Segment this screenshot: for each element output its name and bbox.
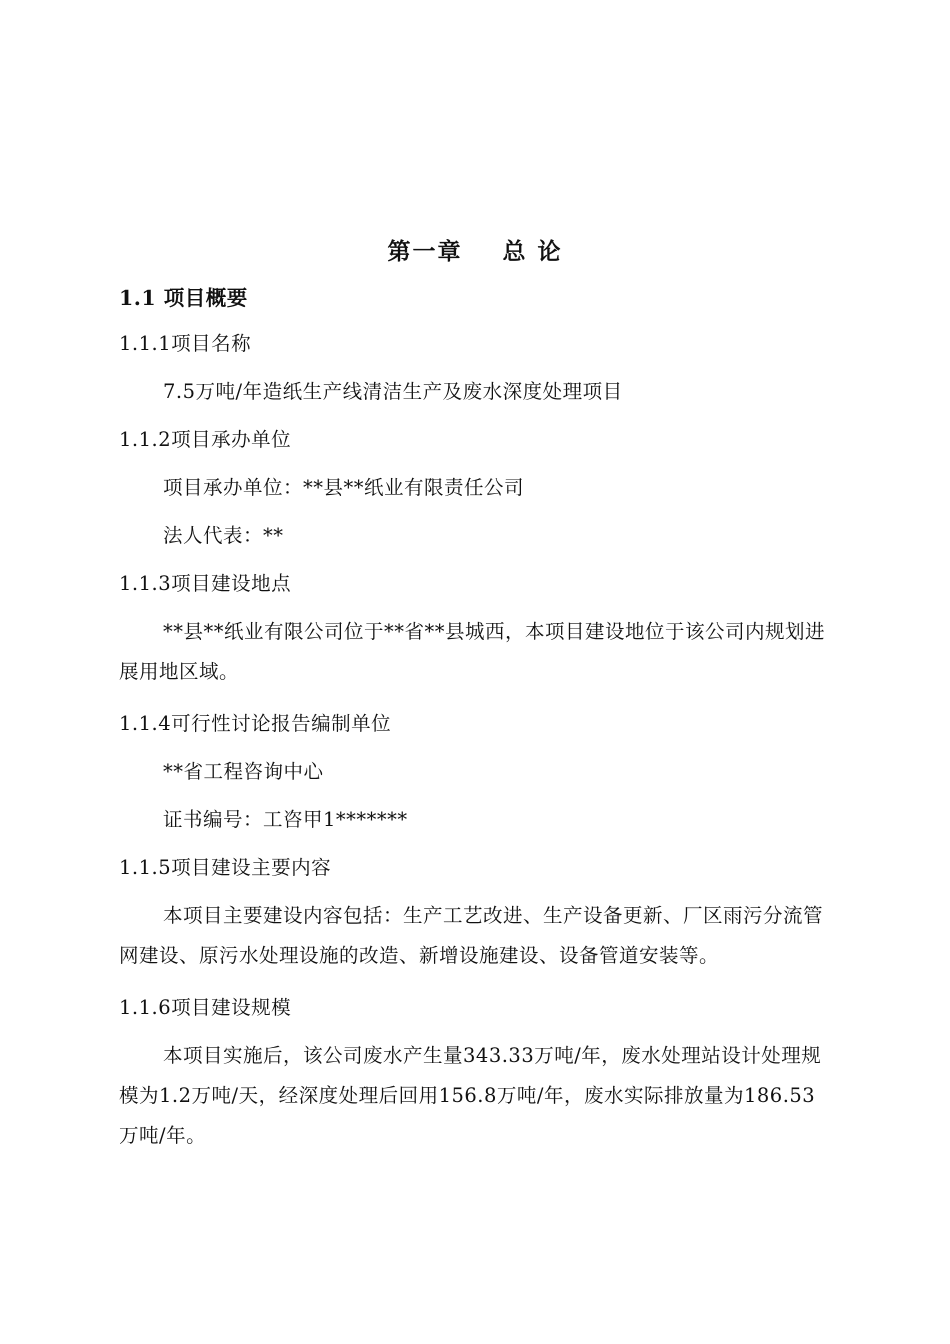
item-heading-main-content: 1.1.5项目建设主要内容 xyxy=(119,856,332,879)
section-title: 1.1 项目概要 xyxy=(119,286,248,310)
item-paragraph: **县**纸业有限公司位于**省**县城西，本项目建设地位于该公司内规划进展用地区域。 xyxy=(119,620,826,683)
item-paragraph: 项目承办单位：**县**纸业有限责任公司 xyxy=(163,476,525,499)
item-paragraph: 证书编号：工咨甲1******* xyxy=(163,808,408,831)
item-paragraph: 法人代表：** xyxy=(163,524,284,547)
item-paragraph: 7.5万吨/年造纸生产线清洁生产及废水深度处理项目 xyxy=(163,380,623,403)
item-heading-project-name: 1.1.1项目名称 xyxy=(119,332,252,355)
item-heading-project-scale: 1.1.6项目建设规模 xyxy=(119,996,292,1019)
item-paragraph: 本项目主要建设内容包括：生产工艺改进、生产设备更新、厂区雨污分流管网建设、原污水处理设施的改造、新增设施建设、设备管道安装等。 xyxy=(119,904,824,967)
item-paragraph: 本项目实施后，该公司废水产生量343.33万吨/年，废水处理站设计处理规模为1.2万吨/天，经深度处理后回用156.8万吨/年，废水实际排放量为186.53万吨/年。 xyxy=(119,1044,822,1147)
item-heading-project-organizer: 1.1.2项目承办单位 xyxy=(119,428,292,451)
item-heading-report-compiler: 1.1.4可行性讨论报告编制单位 xyxy=(119,712,392,735)
item-paragraph: **省工程咨询中心 xyxy=(163,760,324,783)
chapter-title: 第一章 总 论 xyxy=(387,238,563,265)
item-heading-project-location: 1.1.3项目建设地点 xyxy=(119,572,292,595)
document-body xyxy=(119,282,834,1156)
